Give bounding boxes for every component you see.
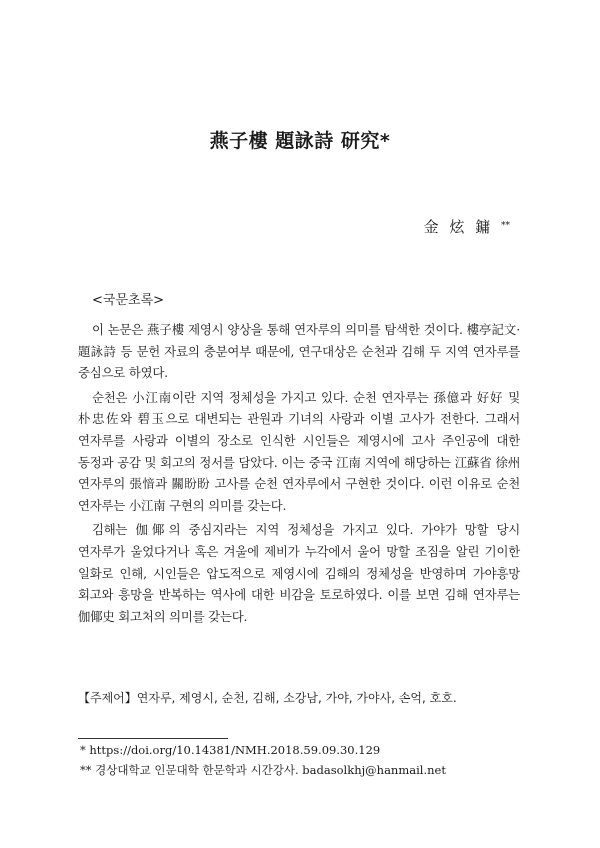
keywords-line: 【주제어】연자루, 제영시, 순천, 김해, 소강남, 가야, 가야사, 손억, 호호. xyxy=(78,691,457,705)
abstract-label: <국문초록> xyxy=(92,293,165,308)
abstract-paragraph: 이 논문은 燕子樓 제영시 양상을 통해 연자루의 의미를 탐색한 것이다. 樓亭記文·題詠詩 등 문헌 자료의 충분여부 때문에, 연구대상은 순천과 김해 두 지역 연자루를 중심으로 하였다. xyxy=(78,322,520,381)
author-name: 金 炫 鏞 xyxy=(423,218,494,236)
abstract-paragraph: 김해는 伽倻의 중심지라는 지역 정체성을 가지고 있다. 가야가 망할 당시 연자루가 울었다거나 혹은 겨울에 제비가 누각에서 울어 망할 조짐을 알린 기이한 일화로 인해, 시인들은 압도적으로 제영시에 김해의 정체성을 반영하며 가야흥망 회고와 흥망을 반복하는 역사에 대한 비감을 토로하였다. 이를 보면 김해 연자루는 伽倻史 회고처의 의미를 갖는다. xyxy=(78,522,520,624)
author-footnote-mark: ** xyxy=(501,221,510,231)
paper-title: 燕子樓 題詠詩 研究* xyxy=(209,130,391,152)
footnote-divider xyxy=(78,738,228,739)
author-line xyxy=(424,216,510,237)
abstract-paragraph: 순천은 小江南이란 지역 정체성을 가지고 있다. 순천 연자루는 孫億과 好好 및 朴忠佐와 碧玉으로 대변되는 관원과 기녀의 사랑과 이별 고사가 전한다. 그래서 연자루를 사랑과 이별의 장소로 인식한 시인들은 제영시에 고사 주인공에 대한 동정과 공감 및 회고의 정서를 담았다. 이는 중국 江南 지역에 해당하는 江蘇省 徐州 연자루의 張愔과 關盼盼 고사를 순천 연자루에서 구현한 것이다. 이런 이유로 순천 연자루는 小江南 구현의 의미를 갖는다. xyxy=(78,389,520,513)
footnote-author-affiliation: ** 경상대학교 인문대학 한문학과 시간강사. badasolkhj@hanmail.net xyxy=(80,763,446,777)
footnote-doi: * https://doi.org/10.14381/NMH.2018.59.09.30.129 xyxy=(80,743,381,757)
abstract-body xyxy=(78,319,520,627)
